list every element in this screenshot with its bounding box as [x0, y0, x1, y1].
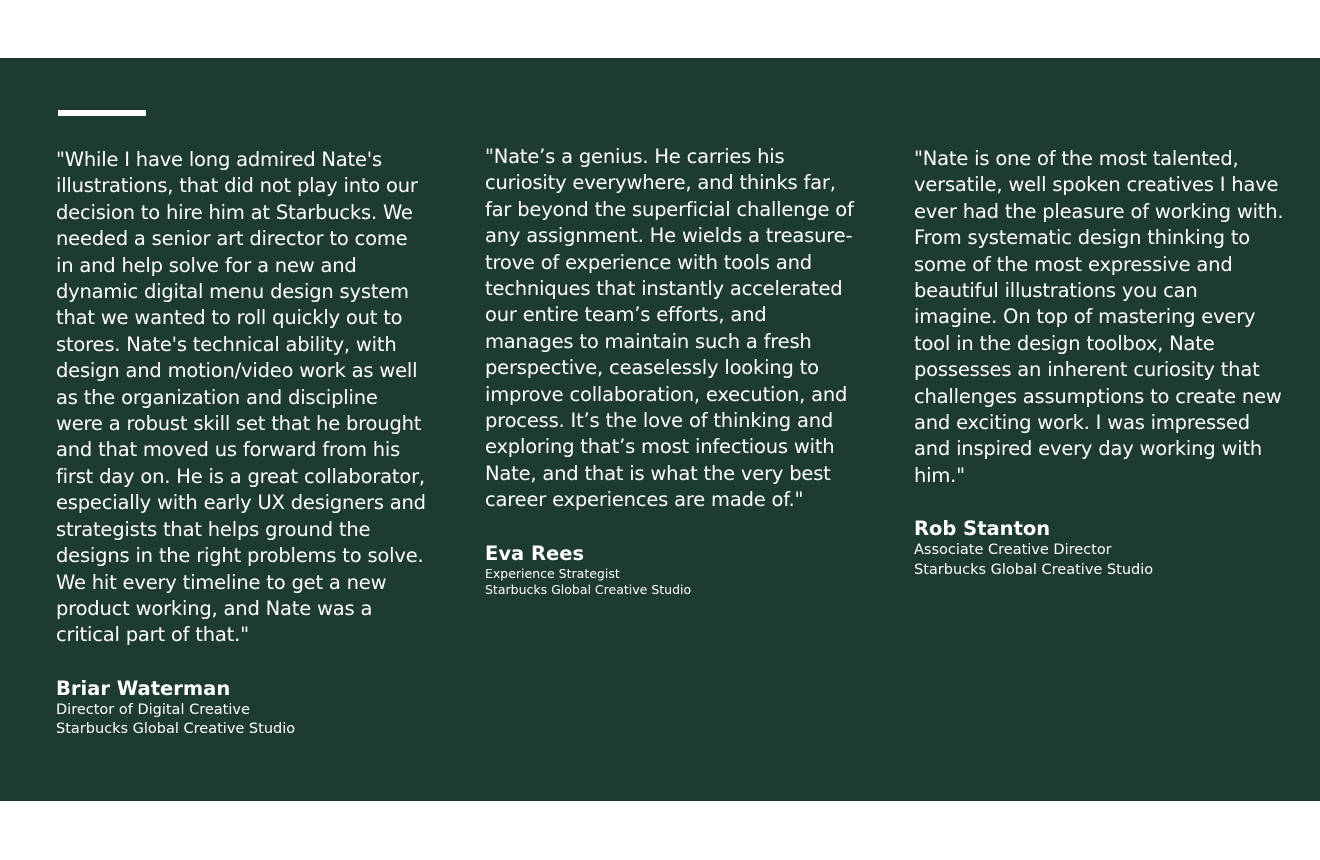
testimonial-author-title: Director of Digital Creative: [56, 701, 250, 718]
testimonial-quote: "Nate is one of the most talented, versatile, well spoken creatives I have ever had the pleasure of working with. From systematic design thinking to some of the most expressive and beautiful illustrations you can imagine. On top of mastering every tool in the design toolbox, Nate possesses an inherent curiosity that challenges assumptions to create new and exciting work. I was impressed and inspired every day working with him.": [914, 147, 1284, 487]
testimonial-author-name: Briar Waterman: [56, 676, 231, 700]
testimonial-card: [56, 147, 428, 740]
testimonial-author-title: Associate Creative Director: [914, 542, 1112, 559]
testimonial-author-name: Eva Rees: [485, 541, 585, 565]
testimonial-quote: "While I have long admired Nate's illustrations, that did not play into our decision to hire him at Starbucks. We needed a senior art director to come in and help solve for a new and dynamic digital menu design system that we wanted to roll quickly out to stores. Nate's technical ability, with design and motion/video work as well as the organization and discipline were a robust skill set that he brought and that moved us forward from his first day on. He is a great collaborator, especially with early UX designers and strategists that helps ground the designs in the right problems to solve. We hit every timeline to get a new product working, and Nate was a critical part of that.": [56, 148, 426, 647]
testimonial-author-title: Experience Strategist: [485, 565, 620, 581]
testimonial-card: [485, 144, 855, 599]
testimonial-card: [914, 146, 1286, 580]
testimonial-author-organization: Starbucks Global Creative Studio: [914, 561, 1154, 578]
testimonial-author-name: Rob Stanton: [914, 517, 1051, 541]
testimonial-author-organization: Starbucks Global Creative Studio: [485, 582, 692, 598]
testimonial-quote: "Nate’s a genius. He carries his curiosity everywhere, and thinks far, far beyond the superficial challenge of any assignment. He wields a treasure-trove of experience with tools and techniques that instantly accelerated our entire team’s efforts, and manages to maintain such a fresh perspective, ceaselessly looking to improve collaboration, execution, and process. It’s the love of thinking and exploring that’s most infectious with Nate, and that is what the very best career experiences are made of.": [485, 145, 854, 512]
accent-divider: [58, 110, 146, 116]
testimonials-panel: [0, 58, 1320, 801]
testimonial-author-organization: Starbucks Global Creative Studio: [56, 721, 296, 738]
